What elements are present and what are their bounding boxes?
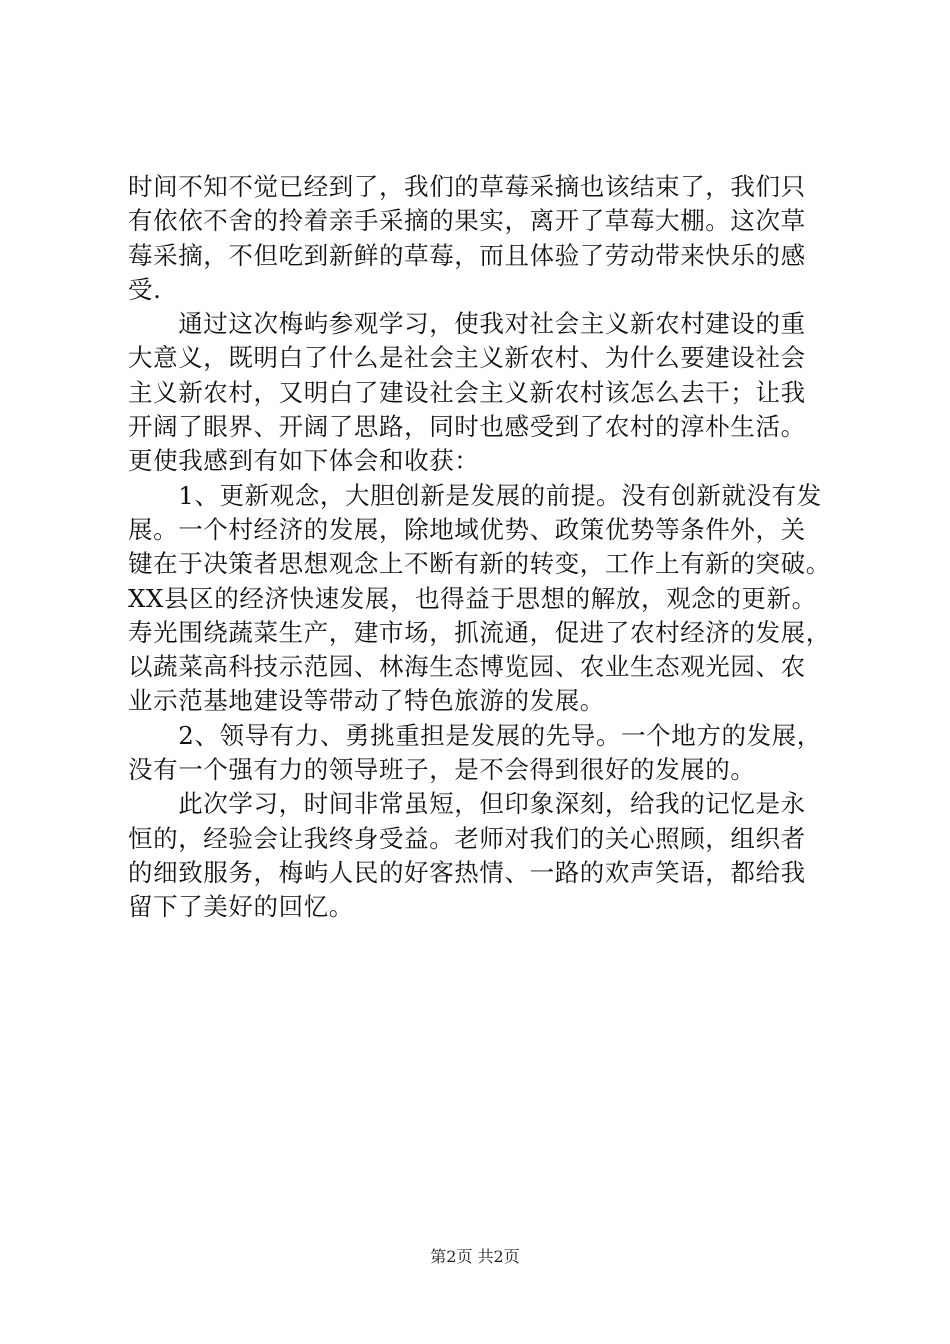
text-line: 主义新农村，又明白了建设社会主义新农村该怎么去干；让我	[128, 377, 806, 407]
text-line: 寿光围绕蔬菜生产，建市场，抓流通，促进了农村经济的发展，	[128, 617, 831, 647]
body-text	[128, 170, 831, 925]
text-line: 恒的，经验会让我终身受益。老师对我们的关心照顾，组织者	[128, 823, 806, 853]
page-footer	[0, 1244, 950, 1267]
text-line: 此次学习，时间非常虽短，但印象深刻，给我的记忆是永	[128, 789, 806, 819]
text-line: XX县区的经济快速发展，也得益于思想的解放，观念的更新。	[128, 583, 817, 613]
text-line: 更使我感到有如下体会和收获：	[128, 446, 480, 476]
text-line: 1、更新观念，大胆创新是发展的前提。没有创新就没有发	[128, 480, 822, 510]
text-line: 的细致服务，梅屿人民的好客热情、一路的欢声笑语，都给我	[128, 857, 806, 887]
text-line: 键在于决策者思想观念上不断有新的转变，工作上有新的突破。	[128, 549, 831, 579]
text-line: 2、领导有力、勇挑重担是发展的先导。一个地方的发展，	[128, 720, 822, 750]
text-line: 以蔬菜高科技示范园、林海生态博览园、农业生态观光园、农	[128, 652, 806, 682]
text-line: 业示范基地建设等带动了特色旅游的发展。	[128, 686, 605, 716]
text-line: 留下了美好的回忆。	[128, 892, 354, 922]
text-line: 有依依不舍的拎着亲手采摘的果实，离开了草莓大棚。这次草	[128, 206, 806, 236]
text-line: 莓采摘，不但吃到新鲜的草莓，而且体验了劳动带来快乐的感	[128, 240, 806, 270]
text-line: 受.	[128, 274, 162, 304]
text-line: 展。一个村经济的发展，除地域优势、政策优势等条件外，关	[128, 514, 806, 544]
text-line: 通过这次梅屿参观学习，使我对社会主义新农村建设的重	[128, 309, 806, 339]
text-line: 时间不知不觉已经到了，我们的草莓采摘也该结束了，我们只	[128, 172, 806, 201]
text-line: 大意义，既明白了什么是社会主义新农村、为什么要建设社会	[128, 343, 806, 373]
text-line: 开阔了眼界、开阔了思路，同时也感受到了农村的淳朴生活。	[128, 412, 806, 442]
page-number-label: 第2页 共2页	[430, 1247, 520, 1266]
text-line: 没有一个强有力的领导班子，是不会得到很好的发展的。	[128, 755, 756, 785]
